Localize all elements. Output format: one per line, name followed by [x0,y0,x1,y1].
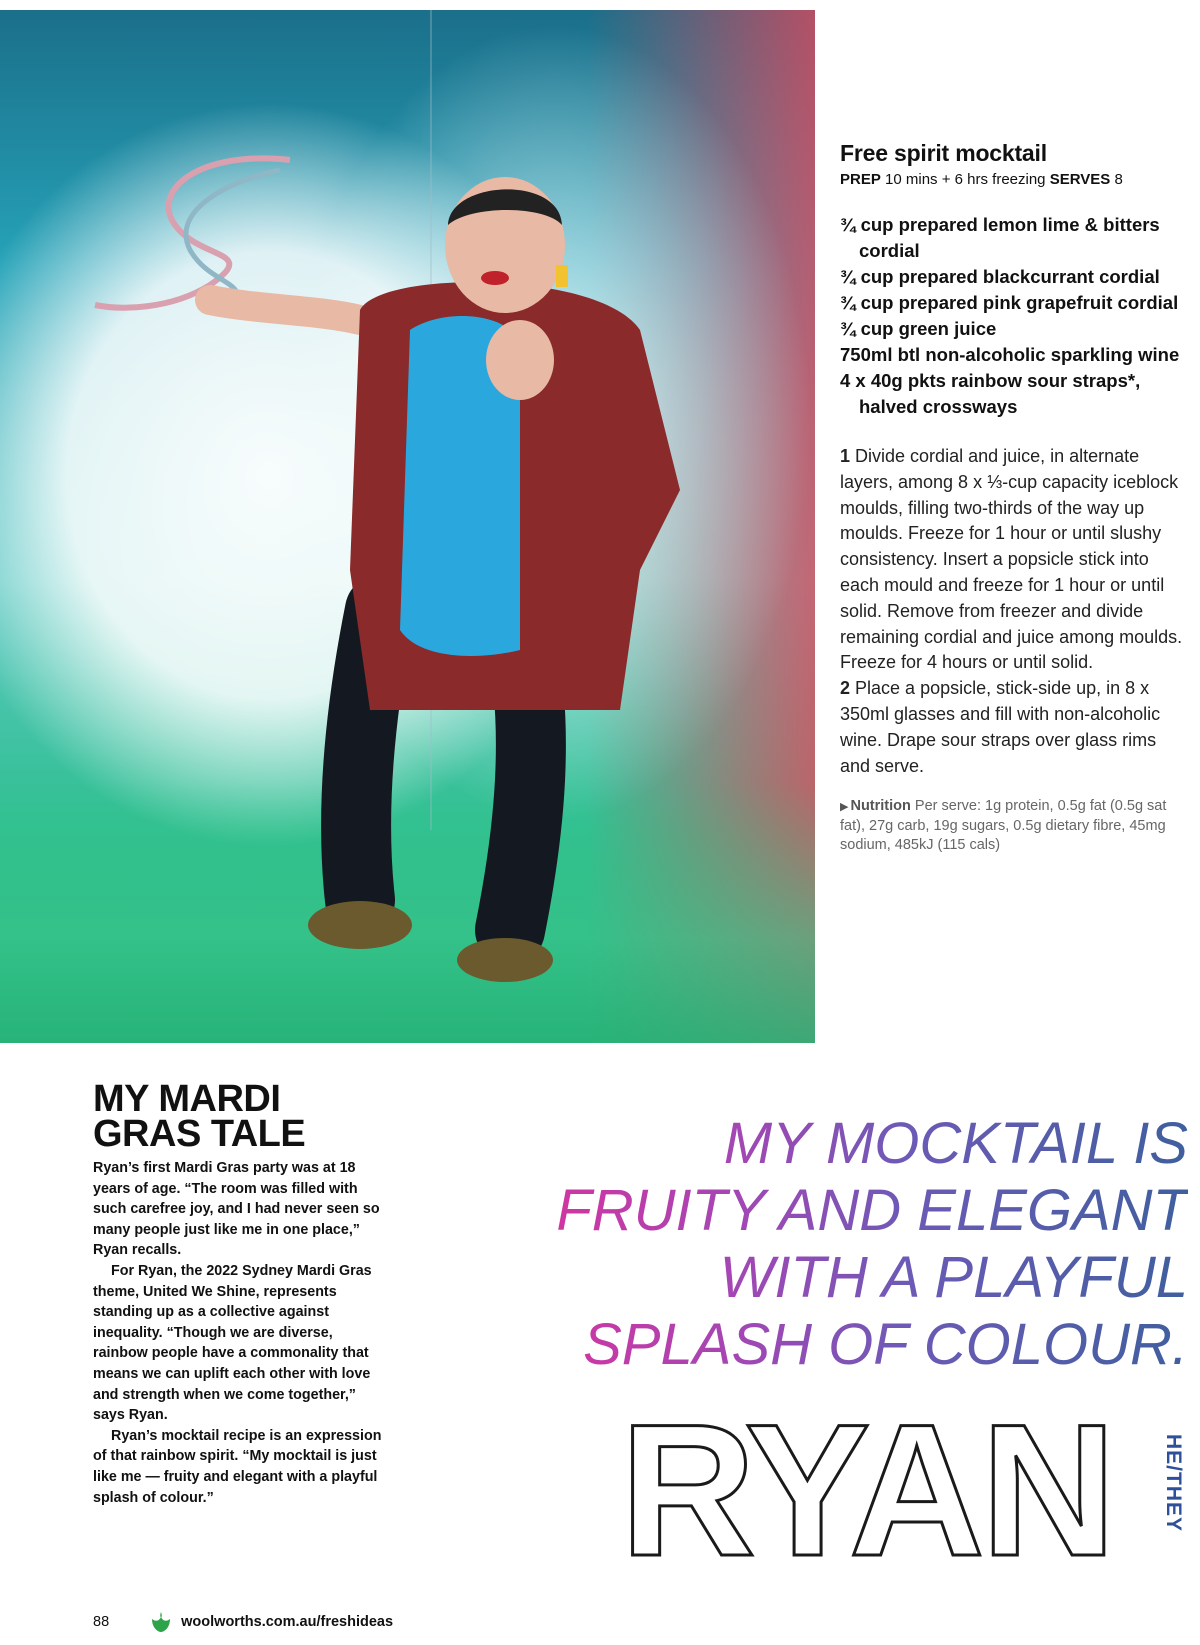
serves-value: 8 [1114,171,1123,188]
story-paragraph: Ryan’s mocktail recipe is an expression of that rainbow spirit. “My mocktail is just like me — fruity and elegant with a playful splash of colour.” [93,1427,382,1506]
nutrition-label: Nutrition [850,798,911,815]
name-outline-text: RYAN [620,1385,1113,1595]
ingredient-item: ¾ cup prepared blackcurrant cordial [840,266,1160,287]
website-link[interactable]: woolworths.com.au/freshideas [181,1614,394,1630]
ingredient-list [840,212,1185,420]
right-shoe [457,938,553,982]
nutrition-text: Per serve: 1g protein, 0.5g fat (0.5g sat fat), 27g carb, 19g sugars, 0.5g dietary fibre, 45mg sodium, 485kJ (115 cals) [840,798,1167,854]
page-footer [93,1610,393,1634]
quote-line: FRUITY AND ELEGANT [488,1177,1188,1244]
quote-line: MY MOCKTAIL IS [488,1110,1188,1177]
ingredient-item: ¾ cup green juice [840,318,997,339]
quote-line: SPLASH OF COLOUR. [488,1311,1188,1378]
lips [481,271,509,285]
prep-serves-line [840,171,1185,188]
pronoun-label: HE/THEY [1162,1434,1185,1533]
nutrition-info [840,797,1185,855]
ingredient-item: 4 x 40g pkts rainbow sour straps*, halved crossways [840,370,1141,417]
ingredient-item: ¾ cup prepared pink grapefruit cordial [840,292,1179,313]
pronoun-label-box [1157,1434,1187,1572]
arm [210,300,360,320]
step-number: 1 [840,446,851,466]
recipe-title: Free spirit mocktail [840,140,1047,166]
story-heading-line: GRAS TALE [93,1113,306,1155]
person-illustration [0,10,815,1043]
hand [486,320,554,400]
step-number: 2 [840,678,851,699]
method-step [840,676,1185,779]
story-paragraph: For Ryan, the 2022 Sydney Mardi Gras theme, United We Shine, represents standing up as a collective against inequality. “Though we are diverse, rainbow people have a commonality that means we can uplift each other with love and strength when we come together,” says Ryan. [93,1262,372,1424]
method-step [840,444,1185,676]
step-text: Divide cordial and juice, in alternate layers, among 8 x ⅓-cup capacity iceblock moulds, filling two-thirds of the way up moulds. Freeze for 1 hour or until slushy consistency. Insert a popsicle stick into each mould and freeze for 1 hour or until solid. Remove from freezer and divide remaining cordial and juice among moulds. Freeze for 4 hours or until solid. [840,446,1183,673]
ingredient-item: 750ml btl non-alcoholic sparkling wine [840,344,1180,365]
story-heading [93,1078,383,1155]
name-display [620,1385,1113,1595]
sour-strap-ribbon [95,158,290,307]
left-shoe [308,901,412,949]
step-text: Place a popsicle, stick-side up, in 8 x 350ml glasses and fill with non-alcoholic wine. Drape sour straps over glass rims and serve. [840,678,1161,776]
story-heading-line: MY MARDI [93,1078,281,1120]
story-column [93,1078,383,1508]
serves-label: SERVES [1049,171,1111,188]
story-paragraph: Ryan’s first Mardi Gras party was at 18 years of age. “The room was filled with such carefree joy, and I had never seen so many people just like me in one place,” Ryan recalls. [93,1160,380,1259]
prep-value: 10 mins + 6 hrs freezing [885,171,1046,188]
hero-photo [0,10,815,1043]
triangle-icon: ▶ [840,801,849,814]
ingredient-item: ¾ cup prepared lemon lime & bitters cordial [840,214,1160,261]
method-steps [840,444,1185,779]
earring [556,265,568,287]
prep-label: PREP [840,171,881,188]
page-number: 88 [93,1614,110,1630]
quote-line: WITH A PLAYFUL [488,1244,1188,1311]
woolworths-logo-icon [149,1610,173,1634]
pull-quote [488,1110,1188,1378]
recipe-column [840,140,1185,855]
